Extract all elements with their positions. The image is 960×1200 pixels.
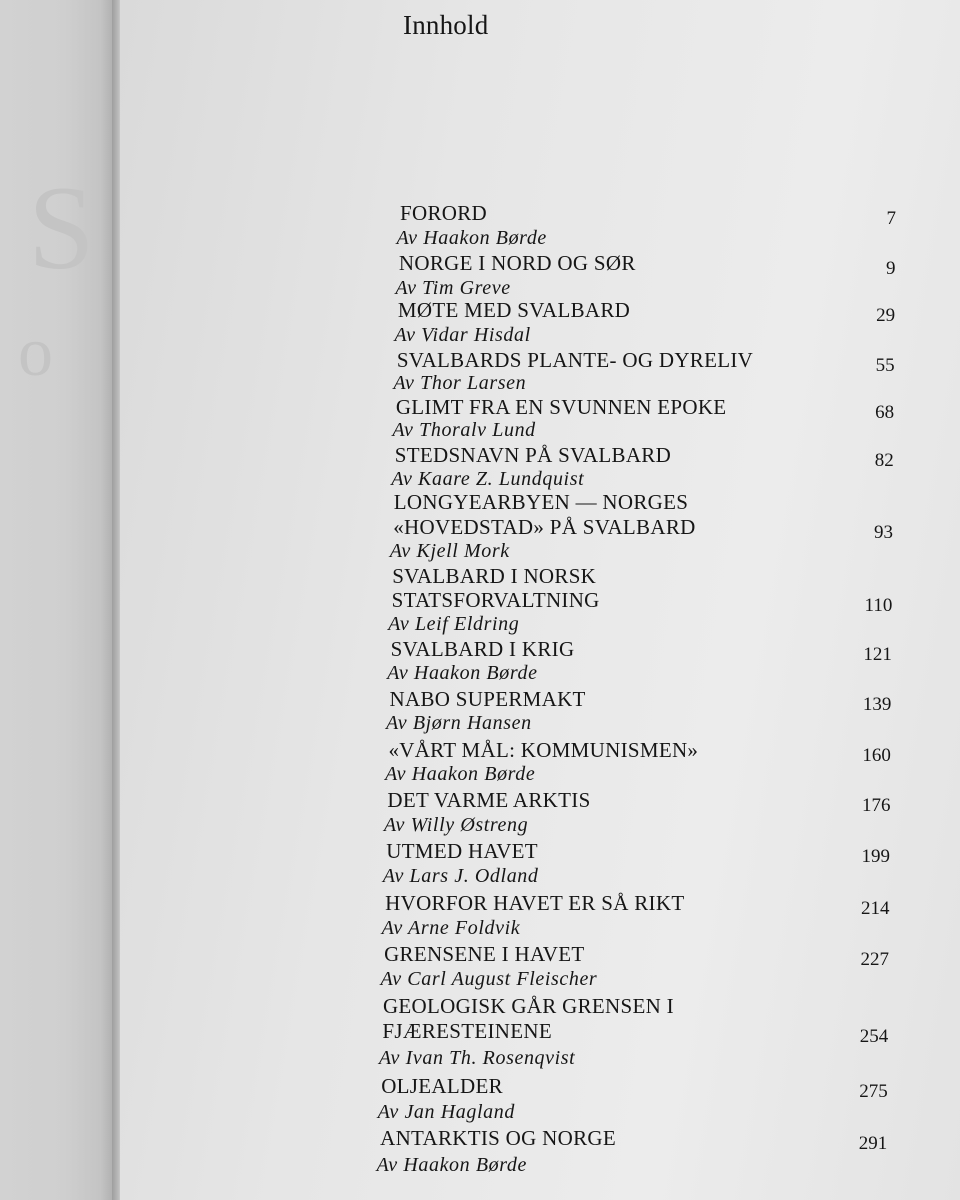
toc-entry-title: LONGYEARBYEN — NORGES	[393, 490, 689, 514]
toc-heading: Innhold	[403, 10, 489, 40]
toc-entry-page-number: 93	[874, 522, 894, 543]
toc-entry-author: Av Jan Hagland	[377, 1101, 515, 1123]
toc-entry-page-number: 275	[859, 1081, 888, 1102]
toc-entry-page-number: 139	[862, 694, 892, 715]
toc-entry-page-number: 199	[861, 846, 890, 867]
toc-entry-author: Av Haakon Børde	[384, 763, 536, 785]
toc-entry-author: Av Kaare Z. Lundquist	[391, 468, 585, 490]
toc-entry-page-number: 227	[860, 949, 889, 970]
toc-entry-author: Av Kjell Mork	[389, 540, 510, 562]
toc-entry-author: Av Haakon Børde	[376, 1154, 527, 1176]
bleed-through-letter: S	[28, 161, 95, 294]
toc-entry-author: Av Bjørn Hansen	[386, 712, 532, 734]
toc-entry-title: STATSFORVALTNING	[391, 588, 600, 612]
toc-entry-page-number: 254	[859, 1026, 889, 1047]
toc-entry-author: Av Vidar Hisdal	[394, 324, 531, 346]
toc-entry-title: GEOLOGISK GÅR GRENSEN I	[382, 994, 674, 1018]
toc-entry-page-number: 214	[860, 898, 890, 919]
toc-entry-title: FJÆRESTEINENE	[382, 1019, 552, 1043]
toc-entry-title: SVALBARD I KRIG	[390, 637, 575, 661]
toc-entry-author: Av Thoralv Lund	[392, 419, 536, 441]
bleed-through-letter: o	[18, 314, 53, 391]
toc-entry-title: «VÅRT MÅL: KOMMUNISMEN»	[388, 738, 699, 762]
toc-entry-page-number: 291	[858, 1133, 888, 1154]
toc-entry-author: Av Haakon Børde	[396, 227, 547, 249]
toc-entry-author: Av Ivan Th. Rosenqvist	[378, 1047, 576, 1069]
toc-entry-title: NORGE I NORD OG SØR	[398, 251, 636, 275]
toc-entry-page-number: 176	[861, 795, 891, 816]
toc-entry-page-number: 7	[886, 208, 896, 229]
toc-entry-page-number: 55	[875, 355, 895, 376]
toc-entry-page-number: 121	[863, 644, 892, 665]
toc-entry-author: Av Willy Østreng	[383, 814, 529, 836]
toc-entry-title: ANTARKTIS OG NORGE	[380, 1126, 616, 1150]
toc-entry-title: FORORD	[400, 201, 487, 225]
toc-entry-title: MØTE MED SVALBARD	[397, 298, 631, 322]
toc-entry-author: Av Arne Foldvik	[381, 917, 521, 939]
toc-entry-title: DET VARME ARKTIS	[387, 788, 591, 812]
toc-entry-page-number: 110	[864, 595, 893, 616]
toc-entry-title: UTMED HAVET	[386, 839, 538, 863]
toc-entry-author: Av Carl August Fleischer	[380, 968, 598, 990]
toc-entry-author: Av Leif Eldring	[388, 613, 520, 635]
toc-entry-author: Av Lars J. Odland	[382, 865, 539, 887]
toc-entry-page-number: 160	[862, 745, 891, 766]
toc-entry-author: Av Haakon Børde	[387, 662, 538, 684]
toc-entry-title: SVALBARD I NORSK	[392, 564, 597, 588]
toc-entry-title: OLJEALDER	[381, 1074, 503, 1098]
toc-entry-title: HVORFOR HAVET ER SÅ RIKT	[385, 891, 685, 915]
toc-entry-title: NABO SUPERMAKT	[389, 687, 586, 711]
toc-entry-page-number: 9	[886, 258, 896, 279]
toc-entry-page-number: 29	[876, 305, 896, 326]
toc-entry-author: Av Tim Greve	[395, 277, 511, 299]
toc-entry-page-number: 82	[874, 450, 894, 471]
toc-entry-title: GRENSENE I HAVET	[384, 942, 585, 966]
toc-entry-title: GLIMT FRA EN SVUNNEN EPOKE	[395, 395, 727, 419]
toc-entry-author: Av Thor Larsen	[393, 372, 527, 394]
toc-entry-title: «HOVEDSTAD» PÅ SVALBARD	[393, 515, 696, 539]
toc-entry-page-number: 68	[875, 402, 895, 423]
toc-entry-title: STEDSNAVN PÅ SVALBARD	[394, 443, 672, 467]
toc-entry-title: SVALBARDS PLANTE- OG DYRELIV	[396, 348, 754, 372]
